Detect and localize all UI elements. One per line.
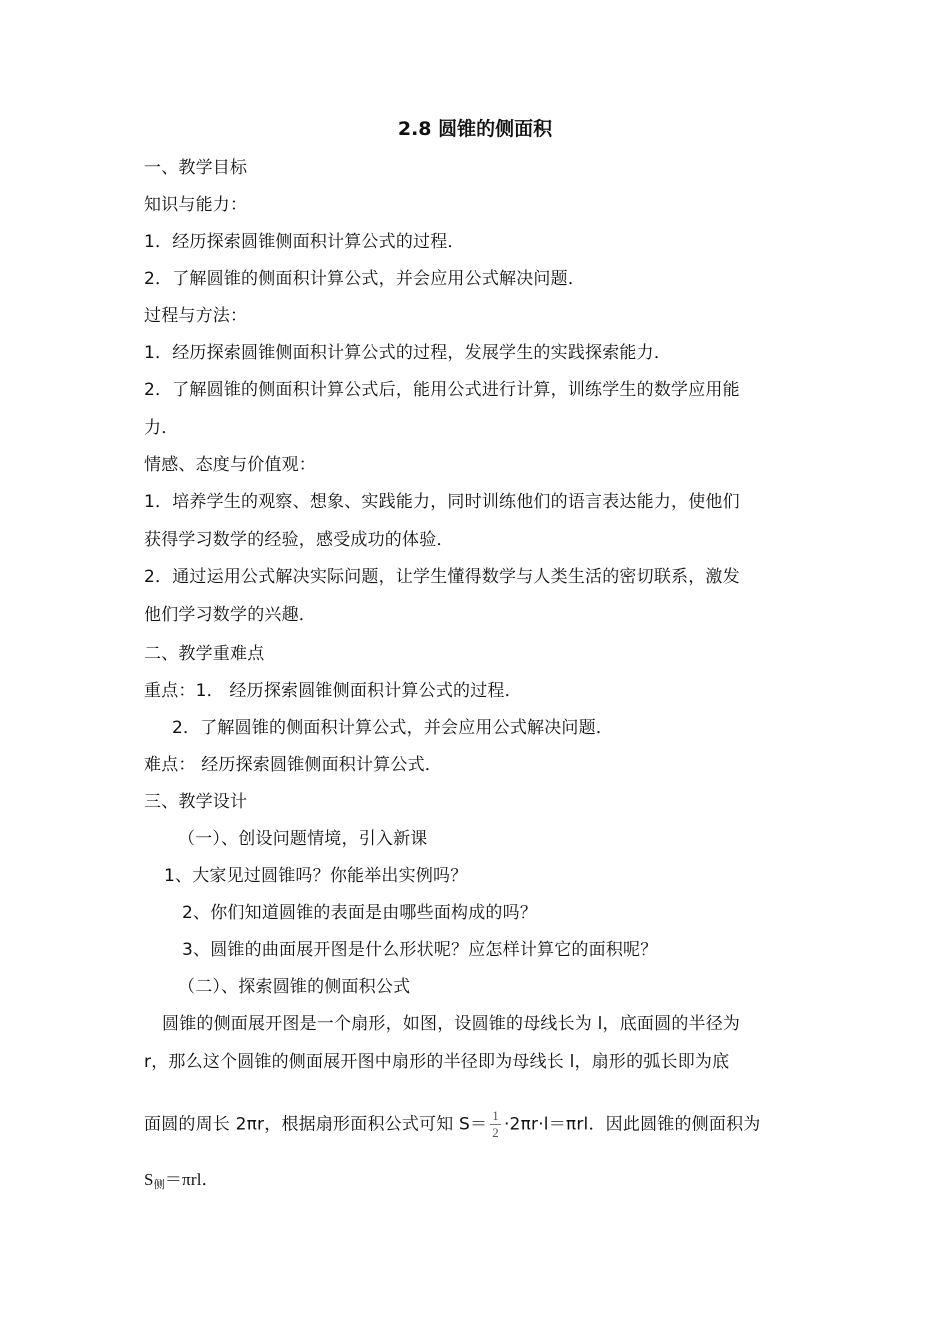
- paragraph-line: 1．经历探索圆锥侧面积计算公式的过程．: [144, 232, 465, 252]
- paragraph-line: 圆锥的侧面展开图是一个扇形，如图，设圆锥的母线长为 l，底面圆的半径为: [162, 1014, 741, 1034]
- paragraph-line: 获得学习数学的经验，感受成功的体验．: [144, 530, 454, 550]
- question-line: 1、大家见过圆锥吗？你能举出实例吗？: [164, 866, 468, 886]
- final-formula: [144, 1167, 814, 1198]
- paragraph-line: 2．了解圆锥的侧面积计算公式后，能用公式进行计算，训练学生的数学应用能: [144, 380, 740, 400]
- document-title: 2.8 圆锥的侧面积: [397, 118, 553, 140]
- formula-symbol-s: S: [144, 1170, 154, 1189]
- fraction-denominator: 2: [492, 1125, 499, 1140]
- formula-subscript: 侧: [153, 1179, 165, 1191]
- subheading-step-2: （二）、探索圆锥的侧面积公式: [178, 977, 411, 997]
- subheading-process: 过程与方法：: [144, 306, 248, 326]
- fraction-numerator: 1: [492, 1108, 499, 1123]
- subheading-knowledge: 知识与能力：: [144, 195, 248, 215]
- paragraph-line: 2．通过运用公式解决实际问题，让学生懂得数学与人类生活的密切联系，激发: [144, 567, 740, 587]
- formula-text-after: ·2πr·l＝πrl．因此圆锥的侧面积为: [503, 1114, 761, 1135]
- section-heading-keypoints: 二、教学重难点: [144, 644, 265, 664]
- question-line: 2、你们知道圆锥的表面是由哪些面构成的吗？: [182, 903, 538, 923]
- paragraph-line: 难点： 经历探索圆锥侧面积计算公式．: [144, 755, 443, 775]
- paragraph-line: 重点：1． 经历探索圆锥侧面积计算公式的过程．: [144, 681, 522, 701]
- paragraph-line: 1．经历探索圆锥侧面积计算公式的过程，发展学生的实践探索能力．: [144, 343, 672, 363]
- paragraph-line: 力．: [144, 418, 179, 438]
- paragraph-line: 2．了解圆锥的侧面积计算公式，并会应用公式解决问题．: [144, 269, 586, 289]
- question-line: 3、圆锥的曲面展开图是什么形状呢？应怎样计算它的面积呢？: [182, 940, 658, 960]
- formula-text-before: 面圆的周长 2πr，根据扇形面积公式可知 S＝: [144, 1114, 488, 1135]
- paragraph-line: 2．了解圆锥的侧面积计算公式，并会应用公式解决问题．: [172, 718, 614, 738]
- subheading-step-1: （一）、创设问题情境，引入新课: [178, 829, 428, 849]
- fraction-one-half: [490, 1108, 501, 1141]
- formula-line: [144, 1108, 814, 1141]
- section-heading-design: 三、教学设计: [144, 792, 248, 812]
- section-heading-objectives: 一、教学目标: [144, 158, 248, 178]
- formula-result: ＝πrl．: [164, 1170, 219, 1189]
- paragraph-line: r，那么这个圆锥的侧面展开图中扇形的半径即为母线长 l，扇形的弧长即为底: [144, 1052, 730, 1072]
- subheading-emotion: 情感、态度与价值观：: [144, 455, 316, 475]
- paragraph-line: 他们学习数学的兴趣．: [144, 605, 316, 625]
- paragraph-line: 1．培养学生的观察、想象、实践能力，同时训练他们的语言表达能力，使他们: [144, 492, 740, 512]
